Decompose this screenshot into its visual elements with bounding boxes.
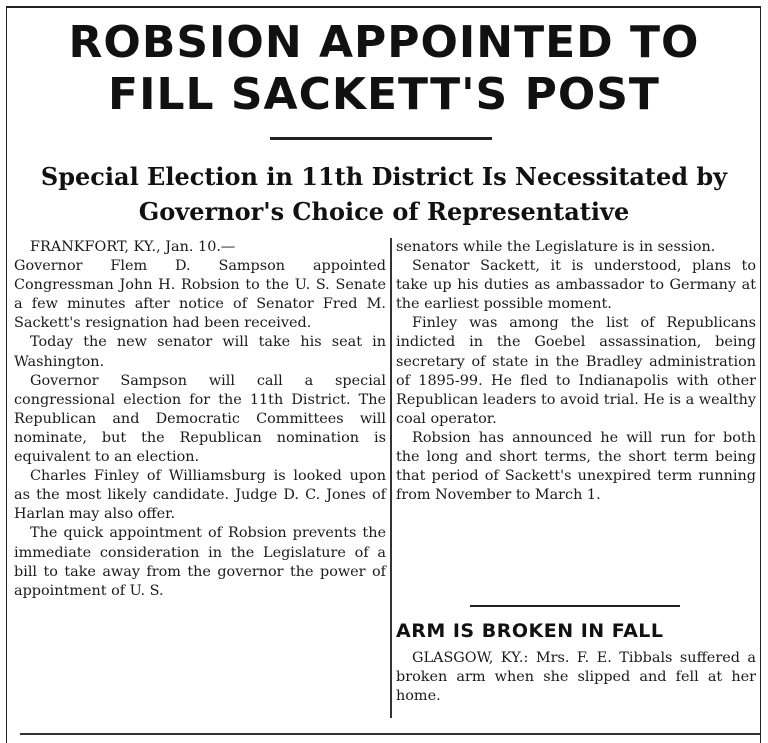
paragraph: Charles Finley of Williamsburg is looked upon as the most likely candidate. Judge D. C. Jones of Harlan may also offer. [14, 468, 386, 523]
headline-line-1: ROBSION APPOINTED TO [68, 17, 700, 68]
sidebar-body: Mrs. F. E. Tibbals suffered a broken arm when she slipped and fell at her home. [396, 650, 756, 705]
deck-line-1: Special Election in 11th District Is Necessitated by [40, 162, 728, 191]
paragraph: Senator Sackett, it is understood, plans to take up his duties as ambassador to Germany at the earliest possible moment. [396, 258, 756, 313]
sidebar-paragraph [396, 649, 756, 706]
sidebar-headline: ARM IS BROKEN IN FALL [396, 620, 664, 642]
headline-line-2: FILL SACKETT'S POST [108, 69, 660, 120]
paragraph: Governor Flem D. Sampson appointed Congressman John H. Robsion to the U. S. Senate a few minutes after notice of Senator Fred M. Sackett's resignation had been received. [14, 258, 386, 332]
top-rule [6, 6, 761, 8]
paragraph: The quick appointment of Robsion prevents the immediate consideration in the Legislature of a bill to take away from the governor the power of appointment of U. S. [14, 525, 386, 599]
sidebar-divider [470, 605, 680, 607]
sidebar-dateline: GLASGOW, KY.: [412, 650, 529, 666]
paragraph: senators while the Legislature is in session. [396, 239, 716, 255]
article-column-left [14, 238, 386, 601]
paragraph: Governor Sampson will call a special congressional election for the 11th District. The Republican and Democratic Committees will nominate, but the Republican nomination is equivalent to an election. [14, 372, 386, 466]
dateline: FRANKFORT, KY., Jan. 10.— [30, 239, 236, 255]
bottom-rule [20, 733, 760, 735]
column-divider [390, 238, 392, 718]
sidebar-article-body [396, 649, 756, 706]
paragraph: Robsion has announced he will run for both the long and short terms, the short term being that period of Sackett's unexpired term running from November to March 1. [396, 429, 756, 504]
deck-line-2: Governor's Choice of Representative [138, 197, 630, 226]
headline-divider [270, 137, 492, 140]
paragraph: Finley was among the list of Republicans indicted in the Goebel assassination, being secretary of state in the Bradley administration of 1895-99. He fled to Indianapolis with other Republican leaders to avoid trial. He is a wealthy coal operator. [396, 315, 756, 427]
article-column-right [396, 238, 756, 505]
paragraph: Today the new senator will take his seat in Washington. [14, 334, 386, 370]
